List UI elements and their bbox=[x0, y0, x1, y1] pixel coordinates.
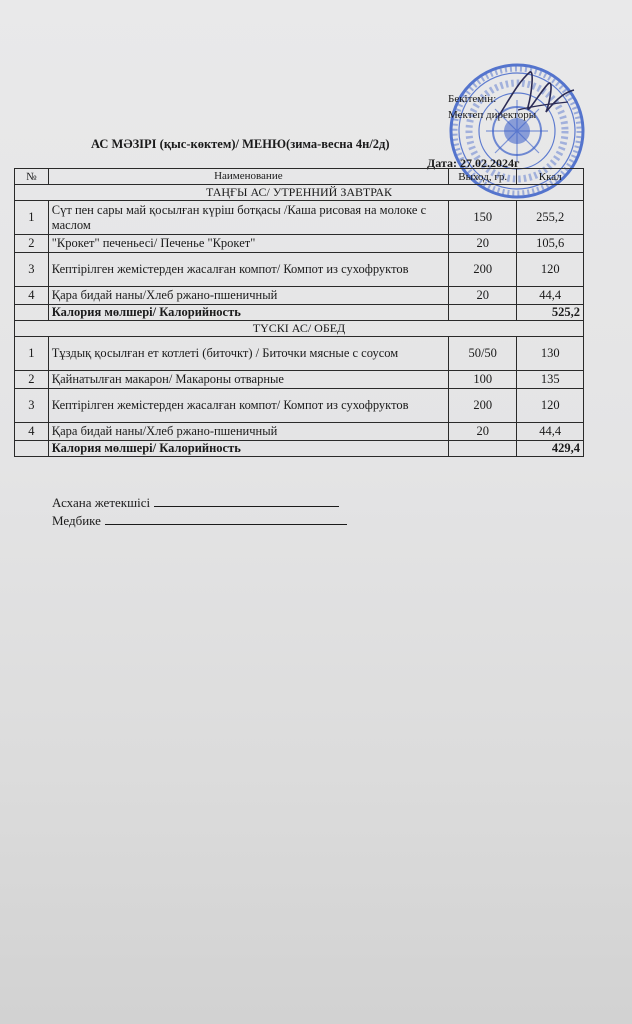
menu-date: Дата: 27.02.2024г bbox=[427, 156, 520, 170]
row-no: 2 bbox=[15, 371, 49, 389]
section-title: ТАҢҒЫ АС/ УТРЕННИЙ ЗАВТРАК bbox=[15, 185, 584, 201]
row-output: 20 bbox=[448, 287, 517, 305]
total-output-cell bbox=[448, 441, 517, 457]
menu-table bbox=[14, 168, 584, 457]
row-kcal: 130 bbox=[517, 337, 584, 371]
row-name: Кептірілген жемістерден жасалған компот/ Компот из сухофруктов bbox=[48, 389, 448, 423]
row-name: "Крокет" печеньесі/ Печенье "Крокет" bbox=[48, 235, 448, 253]
row-no: 1 bbox=[15, 337, 49, 371]
signature-footer bbox=[52, 494, 347, 530]
row-name: Сүт пен сары май қосылған күріш ботқасы /Каша рисовая на молоке с маслом bbox=[48, 201, 448, 235]
row-name: Қара бидай наны/Хлеб ржано-пшеничный bbox=[48, 287, 448, 305]
row-no: 4 bbox=[15, 423, 49, 441]
section-title: ТҮСКІ АС/ ОБЕД bbox=[15, 321, 584, 337]
chef-underline bbox=[154, 494, 339, 507]
table-row bbox=[15, 201, 584, 235]
header-name: Наименование bbox=[48, 169, 448, 185]
row-no: 3 bbox=[15, 389, 49, 423]
director-signature-icon bbox=[488, 62, 578, 130]
total-row bbox=[15, 305, 584, 321]
table-header-row bbox=[15, 169, 584, 185]
row-output: 20 bbox=[448, 235, 517, 253]
row-name: Қайнатылған макарон/ Макароны отварные bbox=[48, 371, 448, 389]
row-output: 100 bbox=[448, 371, 517, 389]
total-no-cell bbox=[15, 441, 49, 457]
table-row bbox=[15, 235, 584, 253]
row-no: 1 bbox=[15, 201, 49, 235]
row-output: 50/50 bbox=[448, 337, 517, 371]
row-output: 20 bbox=[448, 423, 517, 441]
row-no: 2 bbox=[15, 235, 49, 253]
total-value: 525,2 bbox=[517, 305, 584, 321]
row-kcal: 44,4 bbox=[517, 423, 584, 441]
row-kcal: 105,6 bbox=[517, 235, 584, 253]
table-row bbox=[15, 371, 584, 389]
table-row bbox=[15, 389, 584, 423]
row-name: Қара бидай наны/Хлеб ржано-пшеничный bbox=[48, 423, 448, 441]
section-lunch-row bbox=[15, 321, 584, 337]
row-kcal: 44,4 bbox=[517, 287, 584, 305]
total-label: Калория мөлшері/ Калорийность bbox=[48, 305, 448, 321]
row-no: 3 bbox=[15, 253, 49, 287]
approval-label: Бекітемін: bbox=[448, 93, 497, 105]
approval-role: Мектеп директоры bbox=[448, 109, 537, 121]
header-output: Выход, гр. bbox=[448, 169, 517, 185]
table-row bbox=[15, 337, 584, 371]
row-output: 200 bbox=[448, 389, 517, 423]
row-kcal: 135 bbox=[517, 371, 584, 389]
page-title: АС МӘЗІРІ (қыс-көктем)/ МЕНЮ(зима-весна 4н/2д) bbox=[91, 137, 390, 151]
row-output: 150 bbox=[448, 201, 517, 235]
row-kcal: 255,2 bbox=[517, 201, 584, 235]
nurse-signature-line bbox=[52, 512, 347, 530]
table-row bbox=[15, 287, 584, 305]
total-value: 429,4 bbox=[517, 441, 584, 457]
chef-signature-line bbox=[52, 494, 347, 512]
total-no-cell bbox=[15, 305, 49, 321]
section-breakfast-row bbox=[15, 185, 584, 201]
header-kcal: Ккал bbox=[517, 169, 584, 185]
row-kcal: 120 bbox=[517, 253, 584, 287]
row-name: Тұздық қосылған ет котлеті (биточкт) / Биточки мясные с соусом bbox=[48, 337, 448, 371]
nurse-label: Медбике bbox=[52, 513, 101, 528]
table-row bbox=[15, 423, 584, 441]
total-label: Калория мөлшері/ Калорийность bbox=[48, 441, 448, 457]
total-output-cell bbox=[448, 305, 517, 321]
row-no: 4 bbox=[15, 287, 49, 305]
chef-label: Асхана жетекшісі bbox=[52, 495, 151, 510]
total-row bbox=[15, 441, 584, 457]
header-no: № bbox=[15, 169, 49, 185]
row-kcal: 120 bbox=[517, 389, 584, 423]
table-row bbox=[15, 253, 584, 287]
row-output: 200 bbox=[448, 253, 517, 287]
row-name: Кептірілген жемістерден жасалған компот/ Компот из сухофруктов bbox=[48, 253, 448, 287]
nurse-underline bbox=[105, 512, 347, 525]
